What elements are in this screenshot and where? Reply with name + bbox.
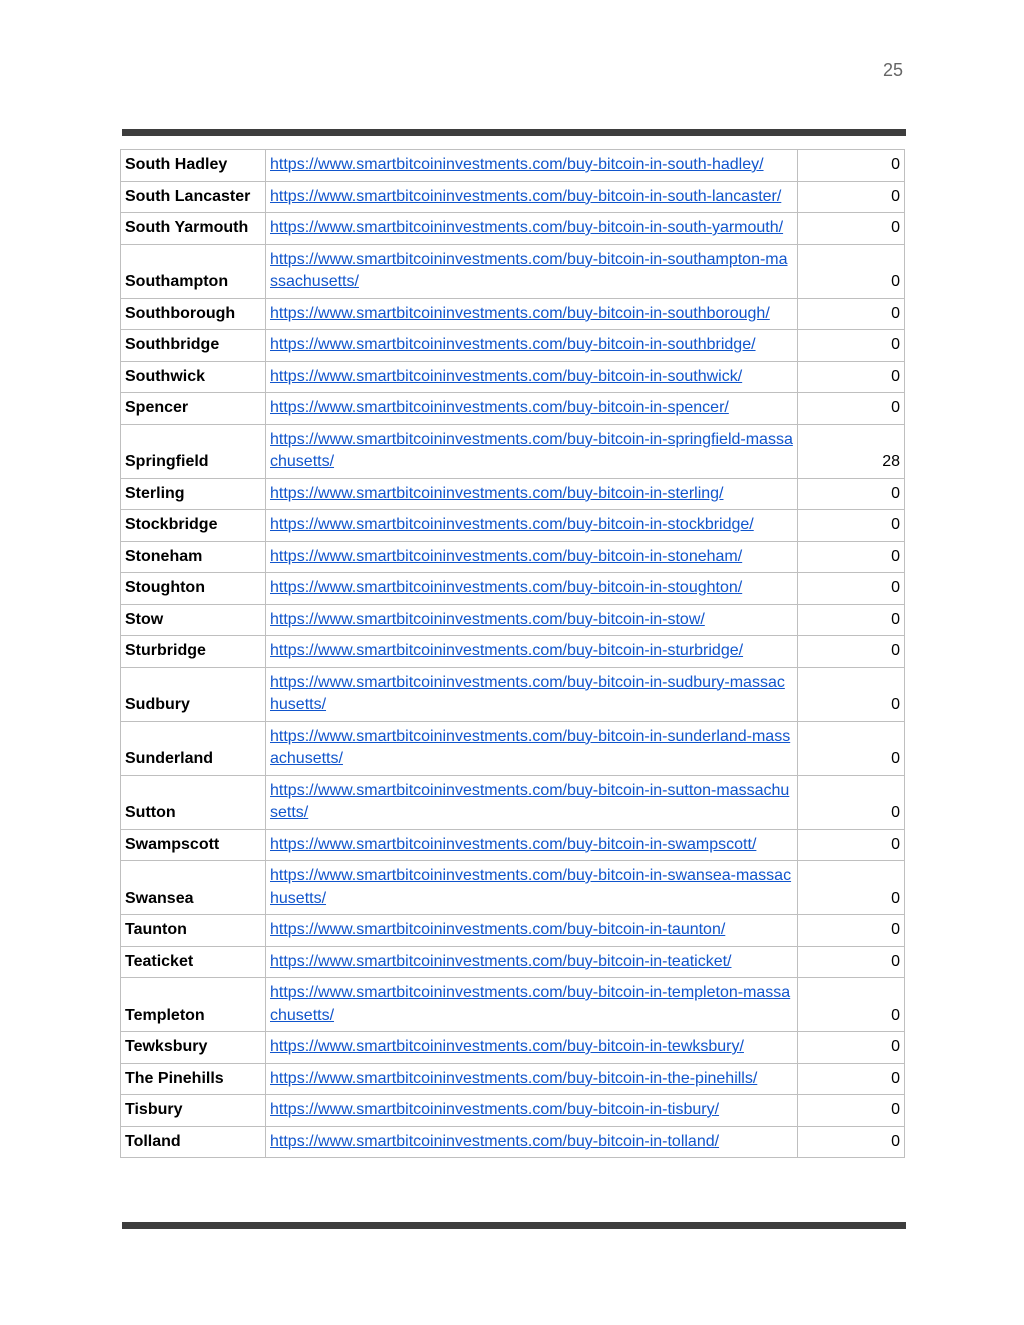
town-link[interactable]: https://www.smartbitcoininvestments.com/buy-bitcoin-in-southwick/ — [270, 367, 743, 385]
town-name: Southwick — [121, 361, 266, 393]
count-value: 0 — [798, 1126, 905, 1158]
table-row — [121, 1095, 905, 1127]
town-name: Sutton — [121, 775, 266, 829]
count-value: 0 — [798, 298, 905, 330]
town-name: South Yarmouth — [121, 213, 266, 245]
table-row — [121, 541, 905, 573]
town-link[interactable]: https://www.smartbitcoininvestments.com/buy-bitcoin-in-spencer/ — [270, 399, 729, 416]
table-body — [121, 150, 905, 1158]
count-value: 0 — [798, 573, 905, 605]
count-value: 0 — [798, 915, 905, 947]
town-name: Stow — [121, 604, 266, 636]
town-link[interactable]: https://www.smartbitcoininvestments.com/buy-bitcoin-in-swansea-massachusetts/ — [270, 867, 792, 907]
count-value: 0 — [798, 361, 905, 393]
count-value: 0 — [798, 510, 905, 542]
town-link[interactable]: https://www.smartbitcoininvestments.com/buy-bitcoin-in-southampton-massachusetts/ — [270, 250, 788, 290]
town-link[interactable]: https://www.smartbitcoininvestments.com/buy-bitcoin-in-sutton-massachusetts/ — [270, 781, 790, 821]
count-value: 0 — [798, 1032, 905, 1064]
table-row — [121, 1126, 905, 1158]
town-link[interactable]: https://www.smartbitcoininvestments.com/buy-bitcoin-in-taunton/ — [270, 921, 726, 938]
town-link[interactable]: https://www.smartbitcoininvestments.com/buy-bitcoin-in-the-pinehills/ — [270, 1069, 758, 1087]
count-value: 0 — [798, 1063, 905, 1095]
count-value: 0 — [798, 393, 905, 425]
table-row — [121, 636, 905, 668]
town-link[interactable]: https://www.smartbitcoininvestments.com/buy-bitcoin-in-tewksbury/ — [270, 1038, 744, 1055]
table-row — [121, 978, 905, 1032]
count-value: 0 — [798, 667, 905, 721]
town-link[interactable]: https://www.smartbitcoininvestments.com/buy-bitcoin-in-sturbridge/ — [270, 642, 744, 659]
count-value: 0 — [798, 636, 905, 668]
town-name: Swansea — [121, 861, 266, 915]
town-link[interactable]: https://www.smartbitcoininvestments.com/buy-bitcoin-in-south-hadley/ — [270, 156, 764, 173]
town-name: Sterling — [121, 478, 266, 510]
town-link-table — [120, 149, 905, 1158]
table-row — [121, 213, 905, 245]
table-row — [121, 861, 905, 915]
town-name: Southampton — [121, 244, 266, 298]
bottom-divider — [122, 1222, 906, 1229]
table-row — [121, 667, 905, 721]
town-link[interactable]: https://www.smartbitcoininvestments.com/buy-bitcoin-in-south-yarmouth/ — [270, 219, 784, 236]
table-row — [121, 478, 905, 510]
town-link[interactable]: https://www.smartbitcoininvestments.com/buy-bitcoin-in-stockbridge/ — [270, 516, 754, 533]
town-link[interactable]: https://www.smartbitcoininvestments.com/buy-bitcoin-in-teaticket/ — [270, 952, 732, 970]
town-name: Spencer — [121, 393, 266, 425]
table-row — [121, 424, 905, 478]
count-value: 0 — [798, 604, 905, 636]
table-row — [121, 510, 905, 542]
table-row — [121, 1063, 905, 1095]
town-link[interactable]: https://www.smartbitcoininvestments.com/buy-bitcoin-in-sterling/ — [270, 484, 724, 502]
town-link[interactable]: https://www.smartbitcoininvestments.com/buy-bitcoin-in-stoughton/ — [270, 579, 743, 596]
count-value: 0 — [798, 721, 905, 775]
count-value: 0 — [798, 181, 905, 213]
table-row — [121, 361, 905, 393]
table-row — [121, 181, 905, 213]
town-link[interactable]: https://www.smartbitcoininvestments.com/buy-bitcoin-in-tolland/ — [270, 1132, 720, 1150]
table-row — [121, 775, 905, 829]
count-value: 0 — [798, 775, 905, 829]
count-value: 0 — [798, 1095, 905, 1127]
table-row — [121, 393, 905, 425]
top-divider — [122, 129, 906, 136]
town-name: The Pinehills — [121, 1063, 266, 1095]
town-name: Sturbridge — [121, 636, 266, 668]
count-value: 0 — [798, 244, 905, 298]
town-link[interactable]: https://www.smartbitcoininvestments.com/buy-bitcoin-in-tisbury/ — [270, 1101, 720, 1118]
count-value: 28 — [798, 424, 905, 478]
table-row — [121, 150, 905, 182]
town-name: Springfield — [121, 424, 266, 478]
town-name: Swampscott — [121, 829, 266, 861]
table-row — [121, 298, 905, 330]
table-row — [121, 573, 905, 605]
town-name: Southborough — [121, 298, 266, 330]
table-row — [121, 829, 905, 861]
town-name: Templeton — [121, 978, 266, 1032]
town-name: Tisbury — [121, 1095, 266, 1127]
town-name: Sunderland — [121, 721, 266, 775]
count-value: 0 — [798, 541, 905, 573]
town-link[interactable]: https://www.smartbitcoininvestments.com/buy-bitcoin-in-templeton-massachusetts/ — [270, 984, 791, 1024]
table-row — [121, 244, 905, 298]
town-name: Teaticket — [121, 946, 266, 978]
count-value: 0 — [798, 330, 905, 362]
town-name: Stoneham — [121, 541, 266, 573]
table-row — [121, 330, 905, 362]
town-link[interactable]: https://www.smartbitcoininvestments.com/buy-bitcoin-in-sunderland-massachusetts/ — [270, 727, 791, 767]
table-row — [121, 721, 905, 775]
town-name: Tolland — [121, 1126, 266, 1158]
town-link[interactable]: https://www.smartbitcoininvestments.com/buy-bitcoin-in-stow/ — [270, 610, 705, 628]
table-row — [121, 604, 905, 636]
count-value: 0 — [798, 946, 905, 978]
town-name: Southbridge — [121, 330, 266, 362]
count-value: 0 — [798, 978, 905, 1032]
town-name: South Hadley — [121, 150, 266, 182]
town-link[interactable]: https://www.smartbitcoininvestments.com/buy-bitcoin-in-springfield-massachusetts/ — [270, 430, 793, 470]
town-name: Sudbury — [121, 667, 266, 721]
town-link[interactable]: https://www.smartbitcoininvestments.com/buy-bitcoin-in-stoneham/ — [270, 547, 743, 565]
page-number: 25 — [882, 60, 903, 80]
count-value: 0 — [798, 861, 905, 915]
town-link[interactable]: https://www.smartbitcoininvestments.com/buy-bitcoin-in-swampscott/ — [270, 835, 757, 853]
town-link[interactable]: https://www.smartbitcoininvestments.com/buy-bitcoin-in-south-lancaster/ — [270, 187, 782, 205]
table-row — [121, 1032, 905, 1064]
town-link[interactable]: https://www.smartbitcoininvestments.com/buy-bitcoin-in-southborough/ — [270, 304, 770, 322]
count-value: 0 — [798, 478, 905, 510]
town-name: Taunton — [121, 915, 266, 947]
count-value: 0 — [798, 213, 905, 245]
count-value: 0 — [798, 150, 905, 182]
town-link[interactable]: https://www.smartbitcoininvestments.com/buy-bitcoin-in-southbridge/ — [270, 336, 756, 353]
town-name: Tewksbury — [121, 1032, 266, 1064]
town-link[interactable]: https://www.smartbitcoininvestments.com/buy-bitcoin-in-sudbury-massachusetts/ — [270, 673, 785, 713]
count-value: 0 — [798, 829, 905, 861]
town-name: Stoughton — [121, 573, 266, 605]
table-row — [121, 946, 905, 978]
table-row — [121, 915, 905, 947]
town-name: South Lancaster — [121, 181, 266, 213]
town-name: Stockbridge — [121, 510, 266, 542]
